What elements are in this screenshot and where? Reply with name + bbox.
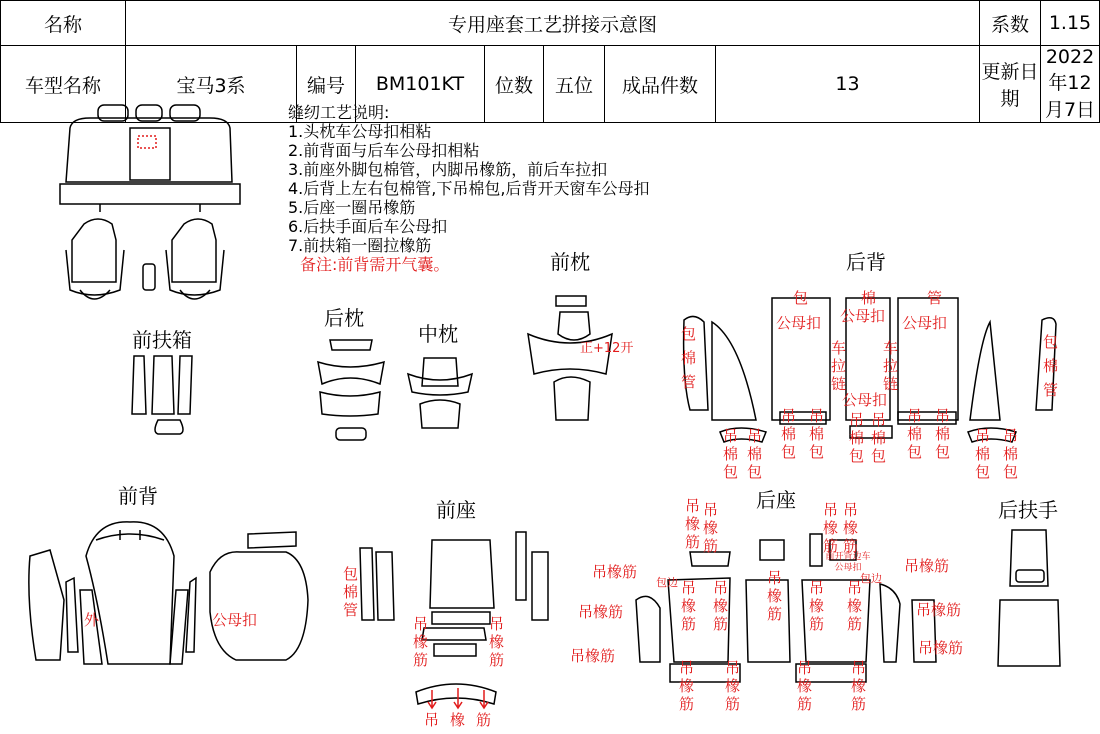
pieces-value: 13 (716, 46, 980, 123)
anno-gongmukou: 公母扣 (840, 307, 886, 325)
anno-diao: 吊 (724, 659, 740, 677)
label-mid-pillow: 中枕 (418, 322, 458, 346)
anno-bao: 包 (870, 447, 886, 465)
anno-diao: 吊 (702, 501, 718, 519)
anno-diao: 吊 (1002, 427, 1018, 445)
label-front-back: 前背 (118, 484, 158, 508)
anno-diao: 吊 (678, 659, 694, 677)
anno-diaoxiangjin: 吊橡筋 (904, 557, 950, 575)
code-value: BM101KT (356, 46, 485, 123)
anno-xiang: 橡 (680, 597, 696, 615)
anno-jin: 筋 (712, 615, 728, 633)
doc-title: 专用座套工艺拼接示意图 (126, 1, 980, 46)
anno-baobian: 包边 (656, 576, 678, 589)
anno-jin: 筋 (796, 695, 812, 713)
rear-arm-pieces (998, 530, 1060, 666)
anno-xiang: 橡 (796, 677, 812, 695)
rear-seat-overview (60, 105, 240, 212)
anno-diao: 吊 (412, 615, 428, 633)
anno-diao: 吊 (906, 407, 922, 425)
anno-guan: 管 (680, 373, 696, 391)
anno-xiang: 橡 (412, 633, 428, 651)
anno-mian: 棉 (974, 445, 990, 463)
anno-diao: 吊 (780, 407, 796, 425)
front-seats-overview (66, 219, 224, 299)
anno-bao: 包 (906, 443, 922, 461)
label-front-armbox: 前扶箱 (132, 328, 192, 352)
anno-mian: 棉 (808, 425, 824, 443)
model-label: 车型名称 (1, 46, 126, 123)
anno-bao: 包 (746, 463, 762, 481)
anno-mian: 棉 (906, 425, 922, 443)
anno-mian: 棉 (848, 429, 864, 447)
mid-pillow-pieces (408, 358, 472, 428)
anno-bao: 包 (342, 565, 358, 583)
anno-xiang: 橡 (846, 597, 862, 615)
anno-xiang: 橡 (850, 677, 866, 695)
anno-diao: 吊 (684, 497, 700, 515)
anno-diaoxiangjin: 吊橡筋 (918, 639, 964, 657)
anno-diao: 吊 (488, 615, 504, 633)
anno-xiang: 橡 (842, 519, 858, 537)
anno-mian: 棉 (1002, 445, 1018, 463)
note-item: 7.前扶箱一圈拉橡筋 (288, 236, 432, 255)
anno-xiang: 橡 (450, 711, 466, 729)
anno-diao: 吊 (934, 407, 950, 425)
anno-jin: 筋 (684, 533, 700, 551)
anno-jin: 筋 (846, 615, 862, 633)
anno-jin: 筋 (680, 615, 696, 633)
anno-guan: 管 (342, 601, 358, 619)
anno-la: 拉 (882, 357, 898, 375)
pieces-label: 成品件数 (605, 46, 716, 123)
note-item: 6.后扶手面后车公母扣 (288, 217, 448, 236)
anno-wai: 外 (84, 611, 100, 629)
note-item: 2.前背面与后车公母扣相粘 (288, 141, 480, 160)
anno-diaoxiangjin: 吊橡筋 (916, 601, 962, 619)
anno-diaoxiangjin: 吊橡筋 (592, 563, 638, 581)
anno-che: 车 (882, 339, 898, 357)
note-open12: 正+12开 (580, 341, 634, 356)
anno-bao: 包 (722, 463, 738, 481)
date-label: 更新日期 (980, 46, 1041, 123)
anno-jin: 筋 (808, 615, 824, 633)
anno-diao: 吊 (870, 411, 886, 429)
anno-diao: 吊 (796, 659, 812, 677)
anno-la: 拉 (830, 357, 846, 375)
code-label: 编号 (297, 46, 356, 123)
note-item: 1.头枕车公母扣相粘 (288, 122, 432, 141)
anno-diao: 吊 (680, 579, 696, 597)
anno-xiang: 橡 (678, 677, 694, 695)
anno-xiang: 橡 (724, 677, 740, 695)
note-item: 3.前座外脚包棉管，内脚吊橡筋，前后车拉扣 (288, 160, 608, 179)
anno-diaoxiangjin: 吊橡筋 (570, 647, 616, 665)
front-back-pieces (29, 522, 308, 664)
anno-mian: 棉 (870, 429, 886, 447)
anno-bao: 包 (934, 443, 950, 461)
coef-label: 系数 (980, 1, 1041, 46)
anno-baobian: 包边 (860, 572, 882, 585)
anno-small-note: 前开背边车公母扣 (825, 552, 871, 573)
anno-gongmukou: 公母扣 (776, 314, 822, 332)
anno-mian: 棉 (1042, 357, 1058, 375)
anno-xiang: 橡 (766, 587, 782, 605)
anno-xiang: 橡 (488, 633, 504, 651)
label-rear-back: 后背 (846, 250, 886, 274)
anno-diao: 吊 (808, 407, 824, 425)
name-label: 名称 (1, 1, 126, 46)
anno-jin: 筋 (476, 711, 492, 729)
label-rear-pillow: 后枕 (324, 306, 364, 330)
anno-diao: 吊 (842, 501, 858, 519)
label-front-seat: 前座 (436, 498, 476, 522)
anno-mian: 棉 (780, 425, 796, 443)
anno-bao: 包 (848, 447, 864, 465)
anno-diao: 吊 (846, 579, 862, 597)
anno-diao: 吊 (722, 427, 738, 445)
anno-bao: 包 (780, 443, 796, 461)
anno-jin: 筋 (678, 695, 694, 713)
anno-xiang: 橡 (712, 597, 728, 615)
anno-jin: 筋 (766, 605, 782, 623)
anno-mian: 棉 (746, 445, 762, 463)
anno-jin: 筋 (702, 537, 718, 555)
anno-diao: 吊 (746, 427, 762, 445)
anno-xiang: 橡 (822, 519, 838, 537)
anno-lian: 链 (830, 375, 846, 393)
anno-diao: 吊 (848, 411, 864, 429)
anno-diao: 吊 (766, 569, 782, 587)
anno-bao: 包 (792, 289, 808, 307)
anno-mian: 棉 (342, 583, 358, 601)
rear-pillow-pieces (318, 340, 384, 440)
anno-bao: 包 (974, 463, 990, 481)
date-value: 2022年12月7日 (1041, 46, 1100, 123)
anno-diao: 吊 (808, 579, 824, 597)
anno-bao: 包 (1002, 463, 1018, 481)
pull-arrows (428, 688, 488, 708)
seats-value: 五位 (544, 46, 605, 123)
anno-bao: 包 (680, 325, 696, 343)
anno-jin: 筋 (724, 695, 740, 713)
model-value: 宝马3系 (126, 46, 297, 123)
anno-mian: 棉 (860, 289, 876, 307)
anno-bao: 包 (1042, 333, 1058, 351)
anno-jin: 筋 (850, 695, 866, 713)
anno-lian: 链 (882, 375, 898, 393)
anno-diao: 吊 (850, 659, 866, 677)
anno-guan: 管 (1042, 381, 1058, 399)
anno-diao: 吊 (974, 427, 990, 445)
anno-gongmukou: 公母扣 (902, 314, 948, 332)
anno-diaoxiangjin: 吊橡筋 (578, 603, 624, 621)
anno-gongmukou: 公母扣 (212, 611, 258, 629)
anno-mian: 棉 (722, 445, 738, 463)
front-pillow-pieces (528, 296, 612, 420)
anno-guan: 管 (926, 289, 942, 307)
anno-jin: 筋 (412, 651, 428, 669)
anno-mian: 棉 (934, 425, 950, 443)
anno-diao: 吊 (822, 501, 838, 519)
anno-mian: 棉 (680, 349, 696, 367)
anno-xiang: 橡 (808, 597, 824, 615)
label-rear-seat: 后座 (756, 488, 796, 512)
label-rear-arm: 后扶手 (998, 498, 1058, 522)
anno-jin: 筋 (488, 651, 504, 669)
coef-value: 1.15 (1041, 1, 1100, 46)
seats-label: 位数 (485, 46, 544, 123)
anno-jin: 筋 (822, 537, 838, 555)
anno-xiang: 橡 (684, 515, 700, 533)
front-armbox-pieces (132, 356, 192, 434)
anno-diao: 吊 (712, 579, 728, 597)
anno-bao: 包 (808, 443, 824, 461)
anno-che: 车 (830, 339, 846, 357)
note-item: 5.后座一圈吊橡筋 (288, 198, 416, 217)
note-item: 4.后背上左右包棉管,下吊棉包,后背开天窗车公母扣 (288, 179, 650, 198)
anno-gongmukou: 公母扣 (842, 391, 888, 409)
notes-remark: 备注:前背需开气囊。 (300, 255, 450, 274)
label-front-pillow: 前枕 (550, 250, 590, 274)
front-seat-pieces (360, 532, 548, 704)
anno-xiang: 橡 (702, 519, 718, 537)
anno-jin: 筋 (842, 537, 858, 555)
notes-title: 缝纫工艺说明: (288, 103, 390, 122)
anno-diao: 吊 (424, 711, 440, 729)
